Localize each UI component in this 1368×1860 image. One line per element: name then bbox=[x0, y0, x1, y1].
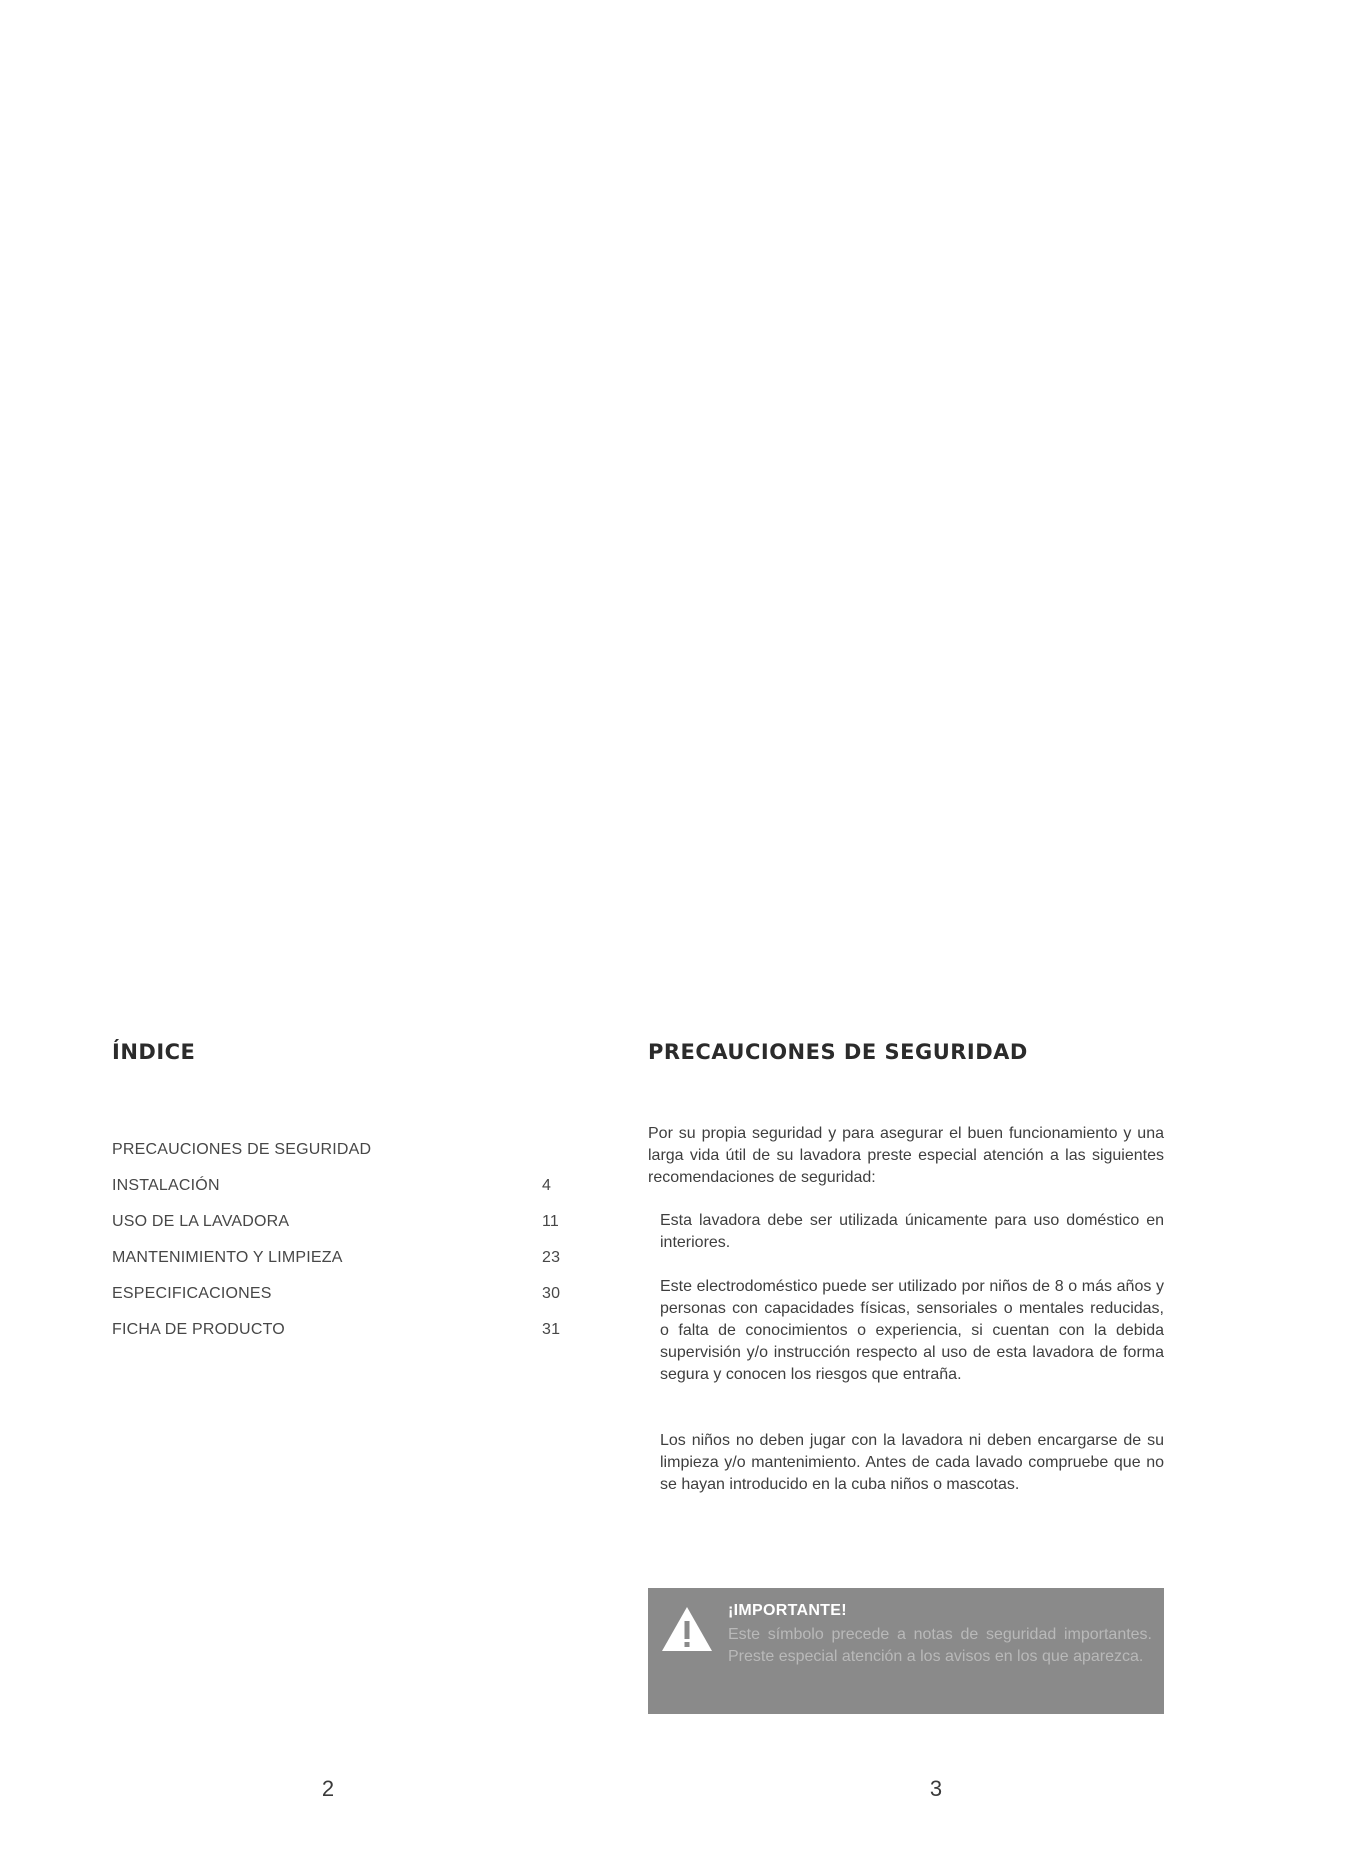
table-of-contents bbox=[112, 1132, 572, 1348]
toc-item-product-sheet[interactable] bbox=[112, 1312, 572, 1348]
index-title: ÍNDICE bbox=[112, 1040, 196, 1064]
toc-item-label: FICHA DE PRODUCTO bbox=[112, 1321, 285, 1338]
toc-item-page: 4 bbox=[542, 1177, 552, 1194]
important-title: ¡IMPORTANTE! bbox=[728, 1602, 847, 1619]
safety-page bbox=[648, 1040, 1164, 1665]
index-page bbox=[112, 1040, 572, 1338]
toc-item-page: 23 bbox=[542, 1249, 561, 1266]
safety-intro: Por su propia seguridad y para asegurar el buen funcionamiento y una larga vida útil de su lavadora preste especial atención a las siguientes recomendaciones de seguridad: bbox=[648, 1125, 1164, 1186]
toc-item-page: 31 bbox=[542, 1321, 561, 1338]
toc-item-label: USO DE LA LAVADORA bbox=[112, 1213, 290, 1230]
toc-item-page: 30 bbox=[542, 1285, 561, 1302]
page-number-left: 2 bbox=[321, 1776, 335, 1801]
toc-item-safety[interactable] bbox=[112, 1132, 572, 1168]
safety-recommendation: Los niños no deben jugar con la lavadora ni deben encargarse de su limpieza y/o mantenimiento. Antes de cada lavado compruebe que no se hayan introducido en la cuba niños o mascotas. bbox=[660, 1432, 1164, 1493]
safety-recommendation: Este electrodoméstico puede ser utilizado por niños de 8 o más años y personas con capacidades físicas, sensoriales o mentales reducidas, o falta de conocimientos o experiencia, si cuentan con la debida supervisión y/o instrucción respecto al uso de esta lavadora de forma segura y conocen los riesgos que entraña. bbox=[660, 1278, 1164, 1383]
page-number-right: 3 bbox=[929, 1776, 943, 1801]
toc-item-label: PRECAUCIONES DE SEGURIDAD bbox=[112, 1141, 372, 1158]
warning-triangle-icon bbox=[660, 1604, 714, 1654]
important-notice bbox=[648, 1588, 1164, 1714]
toc-item-specifications[interactable] bbox=[112, 1276, 572, 1312]
toc-item-label: INSTALACIÓN bbox=[112, 1177, 220, 1194]
toc-item-usage[interactable] bbox=[112, 1204, 572, 1240]
toc-item-installation[interactable] bbox=[112, 1168, 572, 1204]
toc-item-label: MANTENIMIENTO Y LIMPIEZA bbox=[112, 1249, 343, 1266]
important-text: Este símbolo precede a notas de seguridad importantes. Preste especial atención a los avisos en los que aparezca. bbox=[728, 1626, 1152, 1665]
toc-item-label: ESPECIFICACIONES bbox=[112, 1285, 272, 1302]
toc-item-page: 11 bbox=[542, 1213, 560, 1230]
safety-title: PRECAUCIONES DE SEGURIDAD bbox=[648, 1040, 1028, 1064]
toc-item-maintenance[interactable] bbox=[112, 1240, 572, 1276]
safety-recommendation: Esta lavadora debe ser utilizada únicamente para uso doméstico en interiores. bbox=[660, 1212, 1164, 1251]
